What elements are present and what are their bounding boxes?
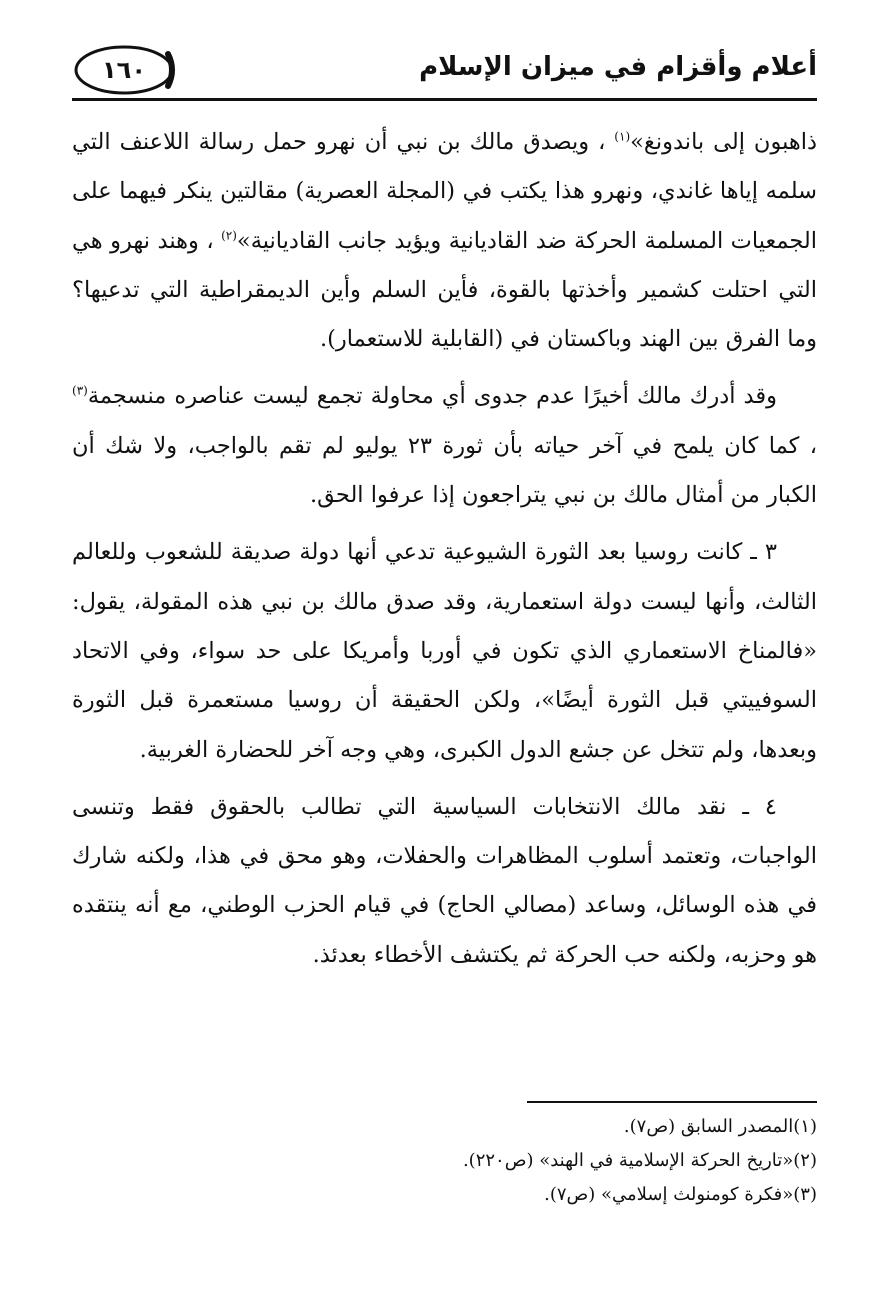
paragraph-3: ٣ ـ كانت روسيا بعد الثورة الشيوعية تدعي أنها دولة صديقة للشعوب وللعالم الثالث، وأنها ليست دولة استعمارية، وقد صدق مالك بن نبي هذه المقولة، يقول: «فالمناخ الاستعماري الذي تكون في أوربا وأمريكا على حد سواء، وفي الاتحاد السوفييتي قبل الثورة أيضًا»، ولكن الحقيقة أن روسيا مستعمرة قبل الثورة وبعدها، ولم تتخل عن جشع الدول الكبرى، وهي وجه آخر للحضارة الغربية. xyxy=(72,539,817,763)
paragraph-1-part-c: ، وهند نهرو هي التي احتلت كشمير وأخذتها بالقوة، فأين السلم وأين الديمقراطية التي تدعيها؟ وما الفرق بين الهند وباكستان في (القابلية للاستعمار). xyxy=(72,227,817,353)
paragraph-2-part-a: وقد أدرك مالك أخيرًا عدم جدوى أي محاولة تجمع ليست عناصره منسجمة xyxy=(87,383,777,410)
paragraph-2-part-b: ، كما كان يلمح في آخر حياته بأن ثورة ٢٣ يوليو لم تقم بالواجب، ولا شك أن الكبار من أمثال مالك بن نبي يتراجعون إذا عرفوا الحق. xyxy=(72,432,817,509)
paragraph-1-part-a: ذاهبون إلى باندونغ» xyxy=(630,129,818,155)
page-number: ١٦٠ xyxy=(102,56,146,84)
book-title: أعلام وأقزام في ميزان الإسلام xyxy=(419,52,817,82)
page-header xyxy=(72,44,817,100)
footnote-3: (٣)«فكرة كومنولث إسلامي» (ص٧). xyxy=(544,1184,817,1205)
footnote-ref-2: (٢) xyxy=(221,228,237,243)
header-divider xyxy=(72,98,817,101)
paragraph-1-part-b: ، ويصدق مالك بن نبي أن نهرو حمل رسالة اللاعنف التي سلمه إياها غاندي، ونهرو هذا يكتب في (المجلة العصرية) مقالتين ينكر فيهما على الجمعيات المسلمة الحركة ضد القاديانية ويؤيد جانب القاديانية» xyxy=(72,129,818,254)
paragraph-2 xyxy=(72,372,817,520)
footnote-2: (٢)«تاريخ الحركة الإسلامية في الهند» (ص٢٢٠). xyxy=(462,1150,817,1171)
paragraph-1 xyxy=(72,118,817,364)
main-text xyxy=(72,118,817,988)
page-number-frame xyxy=(72,44,176,96)
footnote-ref-3: (٣) xyxy=(72,383,88,398)
paragraph-4: ٤ ـ نقد مالك الانتخابات السياسية التي تطالب بالحقوق فقط وتنسى الواجبات، وتعتمد أسلوب المظاهرات والحفلات، وهو محق في هذا، ولكنه شارك في هذه الوسائل، وساعد (مصالي الحاج) في قيام الحزب الوطني، مع أنه ينتقده هو وحزبه، ولكنه حب الحركة ثم يكتشف الأخطاء بعدئذ. xyxy=(72,793,817,968)
footnote-ref-1: (١) xyxy=(614,129,631,144)
footnotes xyxy=(72,1110,817,1212)
footnote-divider xyxy=(527,1101,817,1103)
footnote-1: (١)المصدر السابق (ص٧). xyxy=(623,1116,817,1137)
